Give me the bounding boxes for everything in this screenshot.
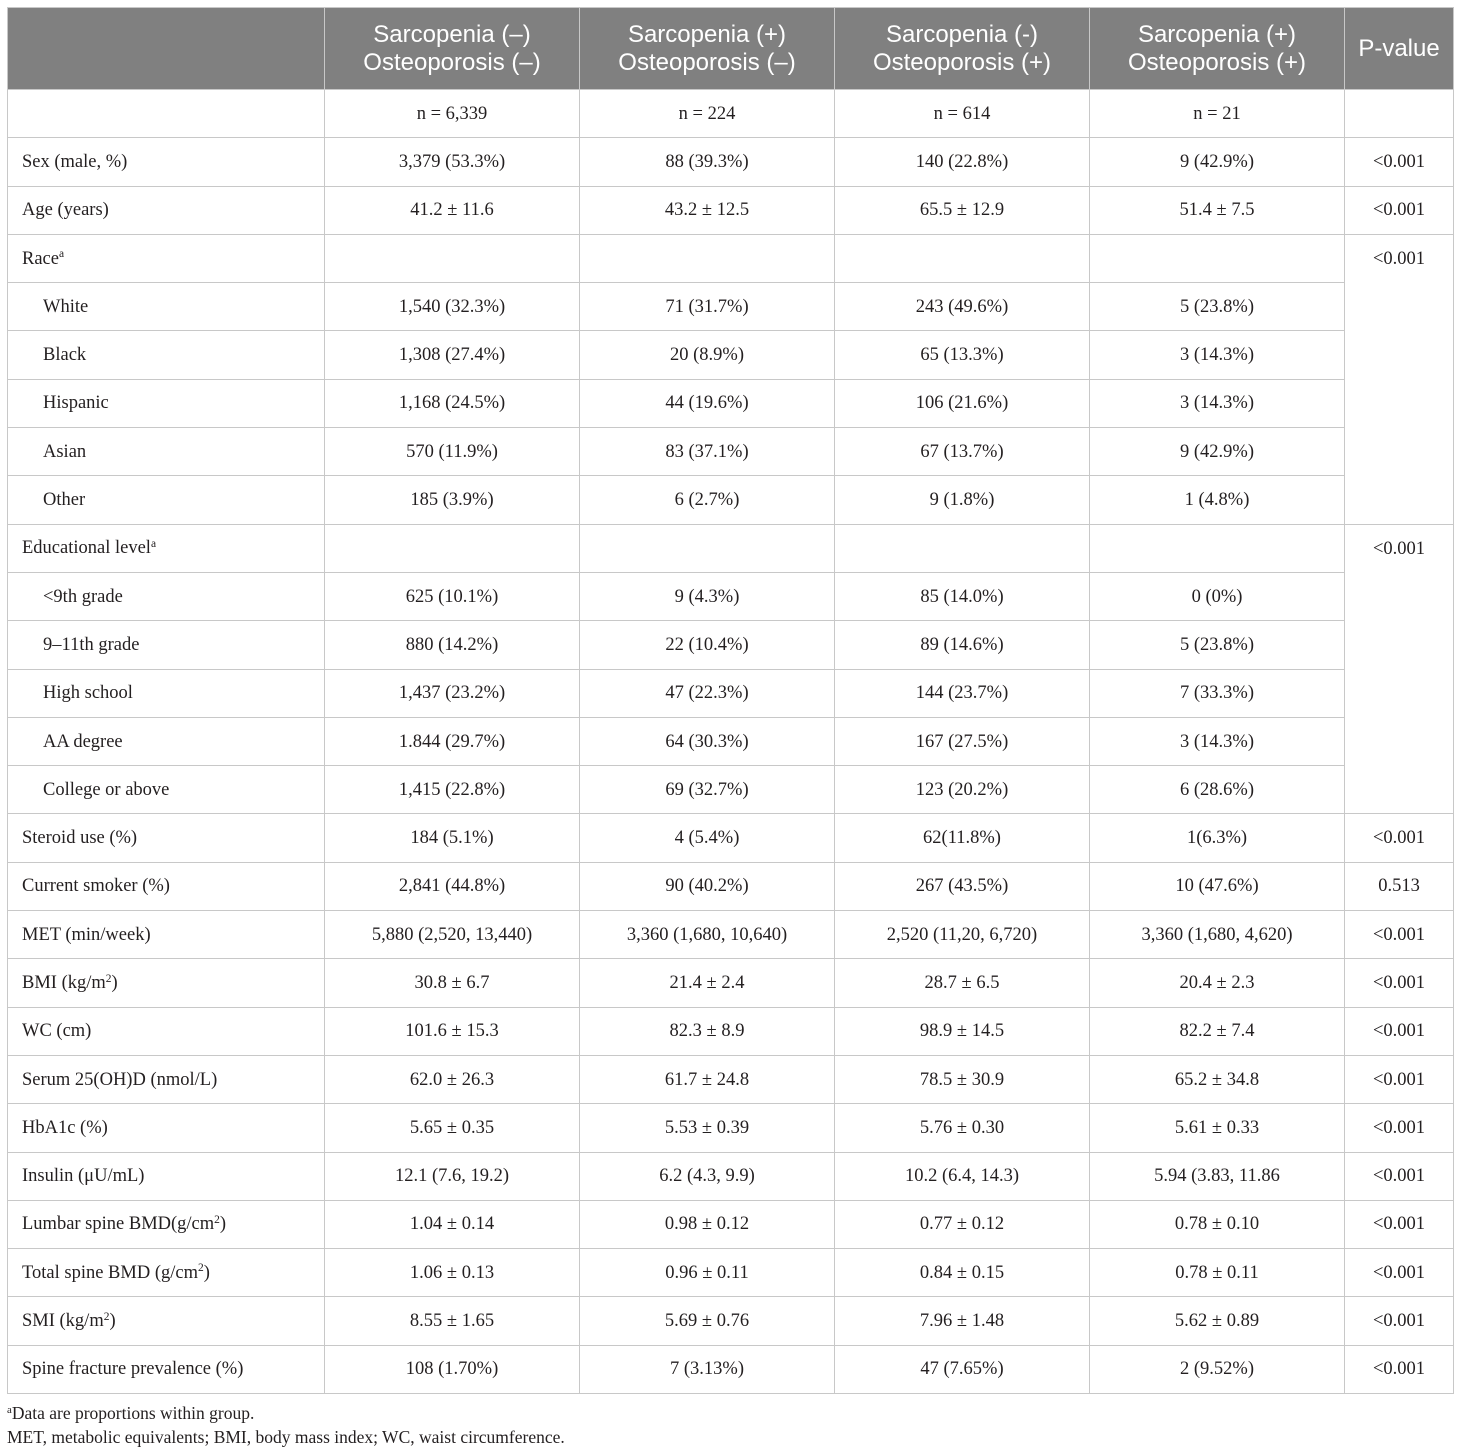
value-cell: 0.78 ± 0.11: [1090, 1249, 1345, 1297]
row-sublabel: [8, 717, 325, 765]
value-cell: 47 (22.3%): [580, 669, 835, 717]
header-line: Osteoporosis (+): [872, 48, 1052, 76]
superscript: 2: [197, 1262, 204, 1275]
header-line: Sarcopenia (-): [885, 20, 1039, 48]
header-row: [8, 8, 1454, 90]
table-row: [8, 717, 1454, 765]
p-value-cell: <0.001: [1345, 814, 1454, 862]
table-row: [8, 814, 1454, 862]
value-cell: 5 (23.8%): [1090, 283, 1345, 331]
table-row: [8, 379, 1454, 427]
table-row: [8, 572, 1454, 620]
value-cell: 2 (9.52%): [1090, 1345, 1345, 1393]
p-value-cell: <0.001: [1345, 1007, 1454, 1055]
label-text: 9–11th grade: [43, 634, 140, 655]
footnote-marker: a: [7, 1404, 12, 1417]
label-text: Sex (male, %): [22, 151, 128, 172]
value-cell: 167 (27.5%): [835, 717, 1090, 765]
label-text: Total spine BMD (g/cm: [22, 1262, 198, 1283]
footnote-a: [7, 1401, 1453, 1425]
value-cell: 7.96 ± 1.48: [835, 1297, 1090, 1345]
value-cell: n = 614: [835, 90, 1090, 138]
row-label: [8, 1152, 325, 1200]
value-cell: 85 (14.0%): [835, 572, 1090, 620]
label-text: Lumbar spine BMD(g/cm: [22, 1214, 215, 1235]
table-row: [8, 1007, 1454, 1055]
value-cell: 144 (23.7%): [835, 669, 1090, 717]
row-label: [8, 862, 325, 910]
value-cell: 83 (37.1%): [580, 428, 835, 476]
value-cell: 5,880 (2,520, 13,440): [325, 911, 580, 959]
value-cell: 0.84 ± 0.15: [835, 1249, 1090, 1297]
value-cell: 30.8 ± 6.7: [325, 959, 580, 1007]
table-row: [8, 1104, 1454, 1152]
table-row: [8, 90, 1454, 138]
value-cell: 3,379 (53.3%): [325, 138, 580, 186]
header-line: Osteoporosis (–): [363, 48, 541, 76]
table-row: [8, 524, 1454, 572]
value-cell: 82.3 ± 8.9: [580, 1007, 835, 1055]
value-cell: 82.2 ± 7.4: [1090, 1007, 1345, 1055]
value-cell: 12.1 (7.6, 19.2): [325, 1152, 580, 1200]
row-label: [8, 1200, 325, 1248]
label-text: Steroid use (%): [22, 828, 138, 849]
value-cell: 5.53 ± 0.39: [580, 1104, 835, 1152]
value-cell: 20.4 ± 2.3: [1090, 959, 1345, 1007]
value-cell: [325, 234, 580, 282]
label-text-tail: ): [111, 972, 118, 993]
row-label: [8, 1249, 325, 1297]
p-value-cell: <0.001: [1345, 1345, 1454, 1393]
label-text: Age (years): [22, 200, 109, 221]
superscript: 2: [214, 1214, 220, 1227]
row-label: [8, 1007, 325, 1055]
value-cell: 1,437 (23.2%): [325, 669, 580, 717]
value-cell: 0 (0%): [1090, 572, 1345, 620]
label-text: College or above: [43, 779, 170, 800]
row-sublabel: [8, 572, 325, 620]
header-line: Sarcopenia (–): [373, 20, 531, 48]
value-cell: 28.7 ± 6.5: [835, 959, 1090, 1007]
value-cell: [835, 234, 1090, 282]
table-row: [8, 766, 1454, 814]
value-cell: [1090, 234, 1345, 282]
row-sublabel: [8, 428, 325, 476]
label-text: Hispanic: [43, 393, 109, 414]
value-cell: 5.76 ± 0.30: [835, 1104, 1090, 1152]
value-cell: 3 (14.3%): [1090, 379, 1345, 427]
superscript: a: [58, 248, 65, 261]
header-cell-sarcopenia-neg-osteoporosis-neg: [325, 8, 580, 90]
value-cell: 1.844 (29.7%): [325, 717, 580, 765]
p-value-cell: <0.001: [1345, 1297, 1454, 1345]
p-value-cell: <0.001: [1345, 1104, 1454, 1152]
row-label: [8, 911, 325, 959]
value-cell: 5 (23.8%): [1090, 621, 1345, 669]
value-cell: 0.96 ± 0.11: [580, 1249, 835, 1297]
value-cell: 1,308 (27.4%): [325, 331, 580, 379]
p-value-cell: <0.001: [1345, 1249, 1454, 1297]
row-sublabel: [8, 331, 325, 379]
value-cell: [835, 524, 1090, 572]
value-cell: 64 (30.3%): [580, 717, 835, 765]
value-cell: 90 (40.2%): [580, 862, 835, 910]
p-value-cell: <0.001: [1345, 138, 1454, 186]
value-cell: 625 (10.1%): [325, 572, 580, 620]
header-line: P-value: [1358, 34, 1440, 62]
row-sublabel: [8, 669, 325, 717]
table-row: [8, 138, 1454, 186]
table-row: [8, 1249, 1454, 1297]
table-footnotes: [7, 1401, 1453, 1449]
p-value-cell: <0.001: [1345, 186, 1454, 234]
row-label: [8, 234, 325, 282]
label-text: Race: [22, 248, 59, 269]
value-cell: 108 (1.70%): [325, 1345, 580, 1393]
value-cell: 0.77 ± 0.12: [835, 1200, 1090, 1248]
value-cell: 3,360 (1,680, 4,620): [1090, 911, 1345, 959]
value-cell: 65.2 ± 34.8: [1090, 1055, 1345, 1103]
header-cell-sarcopenia-neg-osteoporosis-pos: [835, 8, 1090, 90]
table-header: [8, 8, 1454, 90]
label-text: SMI (kg/m: [22, 1311, 104, 1332]
characteristics-table: [7, 7, 1454, 1394]
table-row: [8, 476, 1454, 524]
row-label: [8, 1345, 325, 1393]
value-cell: 0.78 ± 0.10: [1090, 1200, 1345, 1248]
table-row: [8, 1200, 1454, 1248]
row-label: [8, 1297, 325, 1345]
value-cell: 570 (11.9%): [325, 428, 580, 476]
label-text: <9th grade: [43, 586, 123, 607]
value-cell: 267 (43.5%): [835, 862, 1090, 910]
row-sublabel: [8, 476, 325, 524]
value-cell: 61.7 ± 24.8: [580, 1055, 835, 1103]
label-text-tail: ): [109, 1311, 116, 1332]
value-cell: 140 (22.8%): [835, 138, 1090, 186]
row-sublabel: [8, 766, 325, 814]
value-cell: 7 (33.3%): [1090, 669, 1345, 717]
row-sublabel: [8, 621, 325, 669]
value-cell: 88 (39.3%): [580, 138, 835, 186]
table-row: [8, 1055, 1454, 1103]
table-body: [8, 90, 1454, 1394]
value-cell: 10.2 (6.4, 14.3): [835, 1152, 1090, 1200]
footnote-text: MET, metabolic equivalents; BMI, body mass index; WC, waist circumference.: [7, 1427, 565, 1447]
value-cell: 4 (5.4%): [580, 814, 835, 862]
value-cell: 2,520 (11,20, 6,720): [835, 911, 1090, 959]
value-cell: 123 (20.2%): [835, 766, 1090, 814]
label-text-tail: ): [203, 1262, 210, 1283]
value-cell: [325, 524, 580, 572]
table-row: [8, 1297, 1454, 1345]
value-cell: 106 (21.6%): [835, 379, 1090, 427]
value-cell: [580, 234, 835, 282]
superscript: a: [150, 538, 157, 551]
table-row: [8, 428, 1454, 476]
value-cell: 5.61 ± 0.33: [1090, 1104, 1345, 1152]
value-cell: n = 21: [1090, 90, 1345, 138]
p-value-cell: 0.513: [1345, 862, 1454, 910]
p-value-cell: <0.001: [1345, 524, 1454, 814]
value-cell: 69 (32.7%): [580, 766, 835, 814]
row-label: [8, 1055, 325, 1103]
header-line: Osteoporosis (+): [1127, 48, 1307, 76]
p-value-cell: <0.001: [1345, 1200, 1454, 1248]
label-text: HbA1c (%): [22, 1117, 108, 1138]
value-cell: 20 (8.9%): [580, 331, 835, 379]
value-cell: 71 (31.7%): [580, 283, 835, 331]
value-cell: n = 224: [580, 90, 835, 138]
table-row: [8, 331, 1454, 379]
value-cell: 41.2 ± 11.6: [325, 186, 580, 234]
characteristics-table-container: [7, 7, 1453, 1394]
value-cell: 243 (49.6%): [835, 283, 1090, 331]
value-cell: 1,415 (22.8%): [325, 766, 580, 814]
header-line: Sarcopenia (+): [1137, 20, 1297, 48]
header-cell-p-value: [1345, 8, 1454, 90]
value-cell: 5.69 ± 0.76: [580, 1297, 835, 1345]
table-row: [8, 621, 1454, 669]
value-cell: 62.0 ± 26.3: [325, 1055, 580, 1103]
value-cell: 51.4 ± 7.5: [1090, 186, 1345, 234]
table-row: [8, 862, 1454, 910]
row-label: [8, 1104, 325, 1152]
value-cell: 1.06 ± 0.13: [325, 1249, 580, 1297]
label-text-tail: ): [219, 1214, 227, 1235]
row-label: [8, 90, 325, 138]
table-row: [8, 186, 1454, 234]
value-cell: 62(11.8%): [835, 814, 1090, 862]
value-cell: 65.5 ± 12.9: [835, 186, 1090, 234]
header-line: Osteoporosis (–): [618, 48, 796, 76]
value-cell: 5.65 ± 0.35: [325, 1104, 580, 1152]
table-row: [8, 959, 1454, 1007]
value-cell: 101.6 ± 15.3: [325, 1007, 580, 1055]
label-text: WC (cm): [22, 1021, 92, 1042]
value-cell: 185 (3.9%): [325, 476, 580, 524]
value-cell: n = 6,339: [325, 90, 580, 138]
table-row: [8, 283, 1454, 331]
value-cell: 1 (4.8%): [1090, 476, 1345, 524]
label-text: Other: [43, 490, 86, 511]
row-sublabel: [8, 283, 325, 331]
row-label: [8, 959, 325, 1007]
label-text: Black: [43, 345, 87, 366]
label-text: Current smoker (%): [22, 876, 170, 897]
value-cell: 2,841 (44.8%): [325, 862, 580, 910]
p-value-cell: [1345, 90, 1454, 138]
value-cell: 47 (7.65%): [835, 1345, 1090, 1393]
value-cell: 0.98 ± 0.12: [580, 1200, 835, 1248]
table-row: [8, 669, 1454, 717]
p-value-cell: <0.001: [1345, 911, 1454, 959]
label-text: Educational level: [22, 538, 151, 559]
value-cell: 9 (4.3%): [580, 572, 835, 620]
value-cell: 1.04 ± 0.14: [325, 1200, 580, 1248]
value-cell: 9 (42.9%): [1090, 138, 1345, 186]
value-cell: 89 (14.6%): [835, 621, 1090, 669]
value-cell: 5.62 ± 0.89: [1090, 1297, 1345, 1345]
label-text: High school: [43, 683, 133, 704]
label-text: Serum 25(OH)D (nmol/L): [22, 1069, 218, 1090]
value-cell: 6 (2.7%): [580, 476, 835, 524]
label-text: Insulin (μU/mL): [22, 1166, 145, 1187]
value-cell: 1(6.3%): [1090, 814, 1345, 862]
value-cell: 22 (10.4%): [580, 621, 835, 669]
value-cell: 3 (14.3%): [1090, 331, 1345, 379]
table-row: [8, 911, 1454, 959]
label-text: MET (min/week): [22, 924, 151, 945]
table-row: [8, 1152, 1454, 1200]
footnote-abbreviations: [7, 1425, 1453, 1449]
value-cell: 8.55 ± 1.65: [325, 1297, 580, 1345]
header-cell-sarcopenia-pos-osteoporosis-pos: [1090, 8, 1345, 90]
value-cell: 7 (3.13%): [580, 1345, 835, 1393]
p-value-cell: <0.001: [1345, 959, 1454, 1007]
row-label: [8, 186, 325, 234]
value-cell: 65 (13.3%): [835, 331, 1090, 379]
header-cell-sarcopenia-pos-osteoporosis-neg: [580, 8, 835, 90]
value-cell: 1,540 (32.3%): [325, 283, 580, 331]
label-text: White: [43, 296, 89, 317]
p-value-cell: <0.001: [1345, 1152, 1454, 1200]
value-cell: 3 (14.3%): [1090, 717, 1345, 765]
value-cell: 67 (13.7%): [835, 428, 1090, 476]
row-label: [8, 524, 325, 572]
table-row: [8, 1345, 1454, 1393]
p-value-cell: <0.001: [1345, 234, 1454, 524]
value-cell: 98.9 ± 14.5: [835, 1007, 1090, 1055]
value-cell: 3,360 (1,680, 10,640): [580, 911, 835, 959]
value-cell: 6.2 (4.3, 9.9): [580, 1152, 835, 1200]
label-text: AA degree: [43, 731, 123, 752]
value-cell: 6 (28.6%): [1090, 766, 1345, 814]
value-cell: 5.94 (3.83, 11.86: [1090, 1152, 1345, 1200]
label-text: BMI (kg/m: [22, 972, 106, 993]
value-cell: [1090, 524, 1345, 572]
header-cell-characteristic: [8, 8, 325, 90]
value-cell: 9 (42.9%): [1090, 428, 1345, 476]
value-cell: 21.4 ± 2.4: [580, 959, 835, 1007]
value-cell: 880 (14.2%): [325, 621, 580, 669]
value-cell: 43.2 ± 12.5: [580, 186, 835, 234]
value-cell: [580, 524, 835, 572]
row-label: [8, 814, 325, 862]
footnote-text: Data are proportions within group.: [11, 1403, 255, 1423]
label-text: Spine fracture prevalence (%): [22, 1359, 244, 1380]
row-sublabel: [8, 379, 325, 427]
header-line: Sarcopenia (+): [627, 20, 787, 48]
superscript: 2: [105, 972, 112, 985]
value-cell: 1,168 (24.5%): [325, 379, 580, 427]
value-cell: 44 (19.6%): [580, 379, 835, 427]
value-cell: 78.5 ± 30.9: [835, 1055, 1090, 1103]
p-value-cell: <0.001: [1345, 1055, 1454, 1103]
superscript: 2: [103, 1310, 110, 1323]
row-label: [8, 138, 325, 186]
value-cell: 10 (47.6%): [1090, 862, 1345, 910]
label-text: Asian: [43, 441, 87, 462]
table-row: [8, 234, 1454, 282]
value-cell: 9 (1.8%): [835, 476, 1090, 524]
value-cell: 184 (5.1%): [325, 814, 580, 862]
